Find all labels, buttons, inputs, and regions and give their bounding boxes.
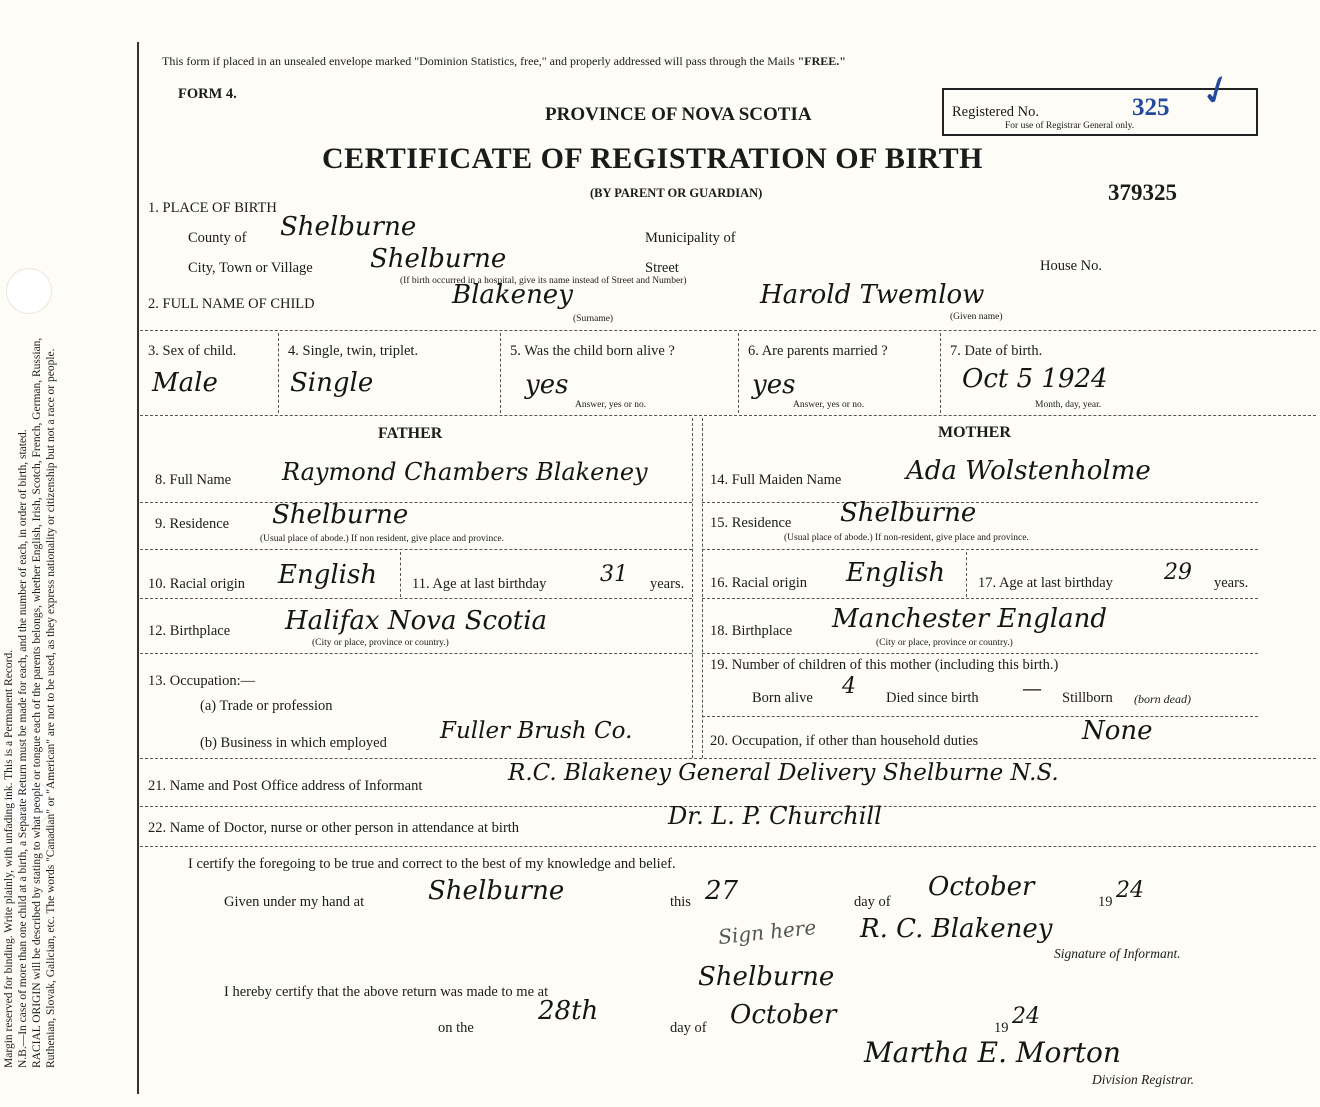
checkmark-icon: ✓	[1193, 63, 1241, 119]
given-day-value: 27	[705, 876, 739, 906]
given-year-prefix: 19	[1098, 894, 1113, 910]
divider	[140, 330, 1316, 331]
registrar-certification: I hereby certify that the above return was made to me at	[224, 984, 549, 1000]
certificate-subtitle: (BY PARENT OR GUARDIAN)	[590, 186, 763, 200]
registrar-signature: Martha E. Morton	[864, 1036, 1121, 1069]
father-name-label: 8. Full Name	[155, 472, 232, 488]
stillborn-label: Stillborn	[1062, 690, 1113, 706]
occupation-label: 13. Occupation:—	[148, 673, 256, 689]
mother-name-value: Ada Wolstenholme	[906, 456, 1151, 486]
born-alive-count-value: 4	[842, 674, 856, 699]
registrar-year-value: 24	[1012, 1004, 1040, 1029]
divider	[738, 333, 739, 413]
mother-age-label: 17. Age at last birthday	[978, 575, 1113, 591]
this-label: this	[670, 894, 691, 910]
city-value: Shelburne	[370, 244, 507, 274]
certificate-number: 379325	[1108, 180, 1177, 205]
divider	[140, 598, 692, 599]
mother-occupation-value: None	[1082, 716, 1153, 746]
father-age-label: 11. Age at last birthday	[412, 576, 547, 592]
divider	[966, 552, 967, 597]
margin-note: RACIAL ORIGIN will be described by stating to what people or tongue each of the parents belongs, whether English, Irish, Scotch, French, German, Russian,	[31, 337, 43, 1068]
died-since-birth-value: —	[1022, 676, 1042, 700]
trade-label: (a) Trade or profession	[200, 698, 333, 714]
registrar-place-value: Shelburne	[698, 962, 835, 992]
informant-signature: R. C. Blakeney	[860, 914, 1053, 944]
doctor-value: Dr. L. P. Churchill	[668, 802, 882, 830]
divider	[702, 598, 1258, 599]
mother-racial-label: 16. Racial origin	[710, 575, 808, 591]
form-number: FORM 4.	[178, 86, 237, 102]
informant-label: 21. Name and Post Office address of Informant	[148, 778, 423, 794]
city-label: City, Town or Village	[188, 260, 313, 276]
surname-note: (Surname)	[573, 314, 614, 324]
divider	[400, 552, 401, 597]
divider	[140, 846, 1316, 847]
registrar-use-note: For use of Registrar General only.	[1005, 121, 1135, 131]
registrar-month-value: October	[730, 1000, 837, 1030]
divider	[702, 716, 1258, 717]
father-racial-label: 10. Racial origin	[148, 576, 246, 592]
mother-residence-value: Shelburne	[840, 498, 977, 528]
father-residence-label: 9. Residence	[155, 516, 230, 532]
stillborn-note: (born dead)	[1134, 692, 1191, 706]
margin-notes	[2, 48, 58, 1068]
parents-married-note: Answer, yes or no.	[793, 400, 865, 410]
informant-value: R.C. Blakeney General Delivery Shelburne N.S.	[508, 760, 1059, 786]
postal-note	[162, 54, 846, 69]
registrar-year-prefix: 19	[994, 1020, 1009, 1036]
registrar-caption: Division Registrar.	[1092, 1072, 1195, 1087]
divider	[140, 758, 1316, 759]
mother-birthplace-label: 18. Birthplace	[710, 623, 793, 639]
born-alive-note: Answer, yes or no.	[575, 400, 647, 410]
father-age-unit: years.	[650, 576, 685, 592]
child-name-label: 2. FULL NAME OF CHILD	[148, 296, 315, 312]
divider	[500, 333, 501, 413]
given-under-hand-label: Given under my hand at	[224, 894, 365, 910]
on-the-label: on the	[438, 1020, 474, 1036]
sex-value: Male	[152, 368, 218, 398]
informant-signature-caption: Signature of Informant.	[1054, 946, 1181, 961]
hospital-note: (If birth occurred in a hospital, give its name instead of Street and Number)	[400, 276, 687, 286]
divider	[140, 549, 692, 550]
sign-here-note: Sign here	[717, 914, 818, 950]
multiplicity-label: 4. Single, twin, triplet.	[288, 343, 419, 359]
multiplicity-value: Single	[290, 368, 374, 398]
certificate-title: CERTIFICATE OF REGISTRATION OF BIRTH	[322, 142, 983, 175]
binding-margin-line	[137, 42, 139, 1094]
divider	[278, 333, 279, 413]
mother-racial-value: English	[846, 558, 946, 588]
divider	[702, 549, 1258, 550]
father-birthplace-value: Halifax Nova Scotia	[285, 606, 548, 636]
born-alive-count-label: Born alive	[752, 690, 813, 706]
divider	[702, 502, 1258, 503]
registrar-day-of-label: day of	[670, 1020, 707, 1036]
postal-note-text: This form if placed in an unsealed envelope marked "Dominion Statistics, free," and properly addressed will pass through the Mails	[162, 54, 795, 68]
county-value: Shelburne	[280, 212, 417, 242]
day-of-label: day of	[854, 894, 891, 910]
mother-name-label: 14. Full Maiden Name	[710, 472, 842, 488]
divider	[702, 653, 1258, 654]
registrar-day-value: 28th	[538, 996, 599, 1026]
divider	[140, 502, 692, 503]
sex-label: 3. Sex of child.	[148, 343, 237, 359]
given-name-note: (Given name)	[950, 312, 1003, 322]
margin-note: N.B.—In case of more than one child at a birth, a Separate Return must be made for each, and the number of each, in order of birth, stated.	[17, 429, 29, 1068]
father-residence-note: (Usual place of abode.) If non resident, give place and province.	[260, 534, 504, 544]
divider	[702, 418, 703, 758]
divider	[140, 415, 1316, 416]
born-alive-value: yes	[525, 370, 569, 400]
children-count-label: 19. Number of children of this mother (including this birth.)	[710, 657, 1059, 673]
date-of-birth-note: Month, day, year.	[1035, 400, 1102, 410]
municipality-label: Municipality of	[645, 230, 736, 246]
mother-occupation-label: 20. Occupation, if other than household duties	[710, 733, 979, 749]
divider	[140, 653, 692, 654]
mother-age-unit: years.	[1214, 575, 1249, 591]
house-number-label: House No.	[1040, 258, 1103, 274]
mother-age-value: 29	[1164, 560, 1192, 585]
date-of-birth-value: Oct 5 1924	[962, 364, 1108, 394]
divider	[692, 418, 693, 758]
father-name-value: Raymond Chambers Blakeney	[282, 458, 648, 486]
mother-residence-label: 15. Residence	[710, 515, 792, 531]
father-birthplace-label: 12. Birthplace	[148, 623, 231, 639]
street-label: Street	[645, 260, 679, 276]
informant-certification: I certify the foregoing to be true and correct to the best of my knowledge and belief.	[188, 856, 676, 872]
father-racial-value: English	[278, 560, 378, 590]
parents-married-label: 6. Are parents married ?	[748, 343, 888, 359]
county-label: County of	[188, 230, 247, 246]
registered-value: 325	[1132, 94, 1170, 121]
mother-heading: MOTHER	[938, 424, 1011, 441]
given-year-value: 24	[1116, 878, 1144, 903]
child-surname-value: Blakeney	[452, 280, 573, 310]
given-place-value: Shelburne	[428, 876, 565, 906]
date-of-birth-label: 7. Date of birth.	[950, 343, 1043, 359]
father-birthplace-note: (City or place, province or country.)	[312, 638, 449, 648]
father-residence-value: Shelburne	[272, 500, 409, 530]
business-label: (b) Business in which employed	[200, 735, 387, 751]
mother-residence-note: (Usual place of abode.) If non-resident, give place and province.	[784, 533, 1029, 543]
divider	[940, 333, 941, 413]
place-of-birth-label: 1. PLACE OF BIRTH	[148, 200, 277, 216]
registered-label: Registered No.	[952, 104, 1039, 120]
business-value: Fuller Brush Co.	[440, 718, 633, 744]
mother-birthplace-note: (City or place, province or country.)	[876, 638, 1013, 648]
given-month-value: October	[928, 872, 1035, 902]
mother-birthplace-value: Manchester England	[832, 604, 1108, 634]
margin-note: Margin reserved for binding. Write plainly, with unfading ink. This is a Permanent Record.	[3, 649, 15, 1068]
margin-note: Ruthenian, Slovak, Galician, etc. The words "Canadian" or "American" are not to be used, as they express nationality or citizenship but not a race or people.	[45, 348, 57, 1068]
postal-free: "FREE."	[797, 54, 846, 68]
child-given-name-value: Harold Twemlow	[760, 280, 985, 310]
doctor-label: 22. Name of Doctor, nurse or other person in attendance at birth	[148, 820, 520, 836]
died-since-birth-label: Died since birth	[886, 690, 979, 706]
province-heading: PROVINCE OF NOVA SCOTIA	[545, 104, 812, 125]
born-alive-label: 5. Was the child born alive ?	[510, 343, 675, 359]
parents-married-value: yes	[752, 370, 796, 400]
father-age-value: 31	[600, 562, 628, 587]
father-heading: FATHER	[378, 425, 443, 442]
